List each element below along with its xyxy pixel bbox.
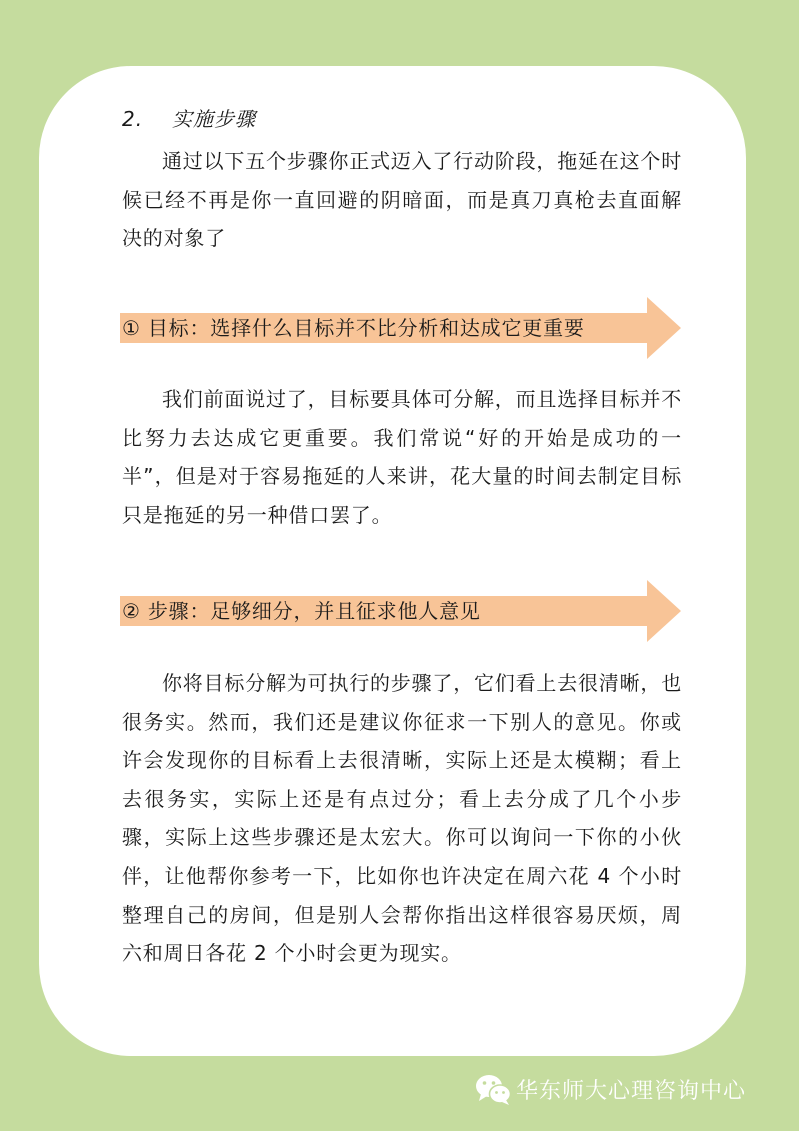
watermark-text: 华东师大心理咨询中心 [516,1078,747,1104]
section-number: 2. [122,107,144,131]
section-heading [122,103,256,132]
step-banner-label: ① 目标：选择什么目标并不比分析和达成它更重要 [122,316,585,340]
step-steps-paragraph: 你将目标分解为可执行的步骤了，它们看上去很清晰，也很务实。然而，我们还是建议你征求一下别人的意见。你或许会发现你的目标看上去很清晰，实际上还是太模糊；看上去很务实，实际上还是有点过分；看上去分成了几个小步骤，实际上这些步骤还是太宏大。你可以询问一下你的小伙伴，让他帮你参考一下，比如你也许决定在周六花 4 个小时整理自己的房间，但是别人会帮你指出这样很容易厌烦，周六和周日各花 2 个小时会更为现实。 [122,671,682,966]
watermark [474,1071,746,1107]
step-goal-paragraph: 我们前面说过了，目标要具体可分解，而且选择目标并不比努力去达成它更重要。我们常说“好的开始是成功的一半”，但是对于容易拖延的人来讲，花大量的时间去制定目标只是拖延的另一种借口罢了。 [122,387,682,527]
wechat-icon [474,1072,512,1106]
intro-paragraph: 通过以下五个步骤你正式迈入了行动阶段，拖延在这个时候已经不再是你一直回避的阴暗面，而是真刀真枪去直面解决的对象了 [122,149,682,251]
section-title: 实施步骤 [172,107,256,131]
step-banner-steps [120,580,681,642]
step-banner-label: ② 步骤：足够细分，并且征求他人意见 [122,599,481,623]
step-banner-goal [120,297,681,359]
